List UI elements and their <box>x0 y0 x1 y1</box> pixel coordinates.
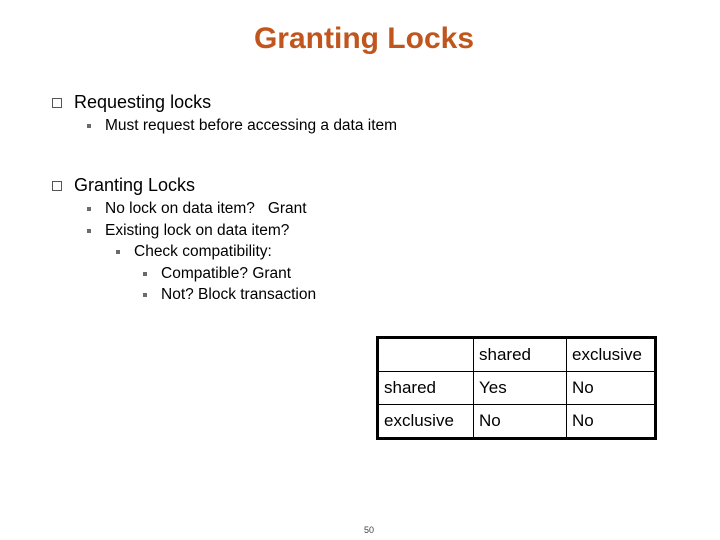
sub-bullet-text: Must request before accessing a data item <box>105 117 398 134</box>
sub-sub-sub-bullet <box>143 265 291 283</box>
lock-compatibility-table <box>376 336 657 440</box>
sub-bullet-text: Compatible? Grant <box>161 265 292 282</box>
slide-title: Granting Locks <box>253 22 475 55</box>
table-cell: shared <box>378 372 474 405</box>
table-row <box>378 405 656 439</box>
checkbox-bullet-icon <box>52 181 62 191</box>
square-bullet-icon <box>143 272 147 276</box>
square-bullet-icon <box>116 250 120 254</box>
table-cell: exclusive <box>378 405 474 439</box>
table-cell: Yes <box>474 372 567 405</box>
table-header-row <box>378 338 656 372</box>
table-cell: exclusive <box>567 338 656 372</box>
square-bullet-icon <box>87 124 91 128</box>
sub-bullet-text: No lock on data item? Grant <box>105 200 307 217</box>
square-bullet-icon <box>143 293 147 297</box>
bullet-heading: Requesting locks <box>74 92 212 112</box>
checkbox-bullet-icon <box>52 98 62 108</box>
sub-bullet-text: Existing lock on data item? <box>105 222 290 239</box>
square-bullet-icon <box>87 207 91 211</box>
table-cell: No <box>567 372 656 405</box>
sub-bullet <box>87 222 289 240</box>
bullet-heading: Granting Locks <box>74 175 196 195</box>
bullet-granting-locks <box>52 175 195 196</box>
sub-bullet <box>87 117 397 135</box>
sub-sub-bullet <box>116 243 272 261</box>
bullet-requesting-locks <box>52 92 211 113</box>
sub-sub-sub-bullet <box>143 286 316 304</box>
sub-bullet <box>87 200 307 218</box>
table-cell: No <box>474 405 567 439</box>
sub-bullet-text: Not? Block transaction <box>161 286 317 303</box>
square-bullet-icon <box>87 229 91 233</box>
table-cell <box>378 338 474 372</box>
table-cell: shared <box>474 338 567 372</box>
table-cell: No <box>567 405 656 439</box>
page-number: 50 <box>364 525 375 535</box>
sub-bullet-text: Check compatibility: <box>134 243 272 260</box>
table-row <box>378 372 656 405</box>
